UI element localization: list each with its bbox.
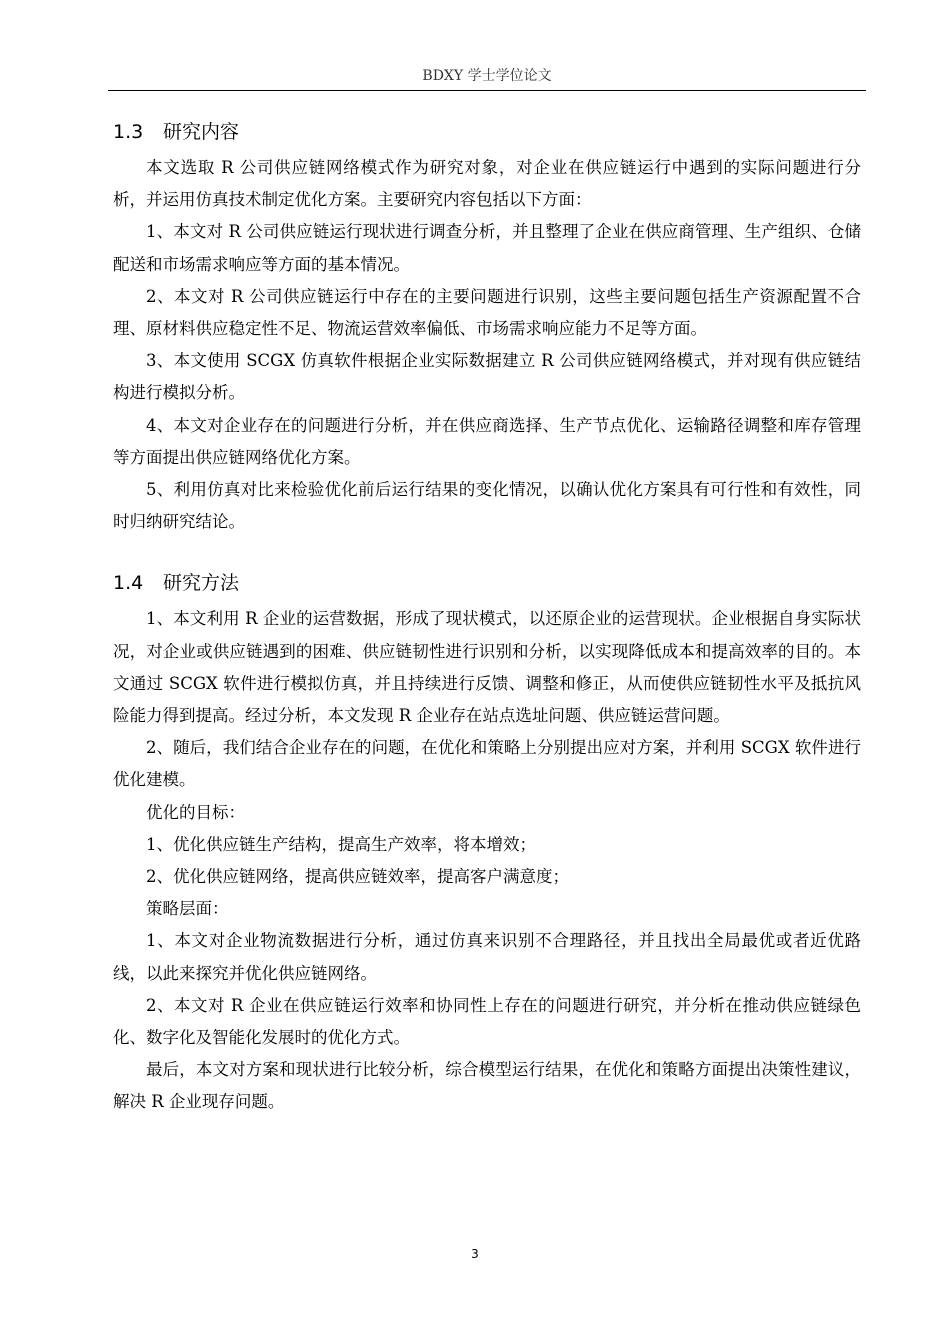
paragraph: 策略层面： xyxy=(146,899,229,919)
section-title: 研究内容 xyxy=(163,121,240,143)
paragraph: 1、本文对 R 公司供应链运行现状进行调查分析，并且整理了企业在供应商管理、生产组织、仓储配送和市场需求响应等方面的基本情况。 xyxy=(113,222,861,274)
paragraph: 1、本文利用 R 企业的运营数据，形成了现状模式，以还原企业的运营现状。企业根据自身实际状况，对企业或供应链遇到的困难、供应链韧性进行识别和分析，以实现降低成本和提高效率的目的。本文通过 SCGX 软件进行模拟仿真，并且持续进行反馈、调整和修正，从而使供应链韧性水平及抵抗风险能力得到提高。经过分析，本文发现 R 企业存在站点选址问题、供应链运营问题。 xyxy=(113,609,861,726)
section-heading-1-4 xyxy=(113,563,861,603)
paragraph: 2、优化供应链网络，提高供应链效率，提高客户满意度； xyxy=(146,867,569,887)
running-header xyxy=(108,62,866,91)
paragraph: 5、利用仿真对比来检验优化前后运行结果的变化情况，以确认优化方案具有可行性和有效性，同时归纳研究结论。 xyxy=(113,480,861,532)
section-number: 1.4 xyxy=(113,572,144,595)
paragraph: 2、本文对 R 企业在供应链运行效率和协同性上存在的问题进行研究，并分析在推动供应链绿色化、数字化及智能化发展时的优化方式。 xyxy=(113,995,861,1048)
paragraph: 3、本文使用 SCGX 仿真软件根据企业实际数据建立 R 公司供应链网络模式，并对现有供应链结构进行模拟分析。 xyxy=(113,351,861,403)
section-spacer xyxy=(113,538,861,563)
page-number: 3 xyxy=(471,1247,479,1261)
paragraph: 优化的目标： xyxy=(146,802,245,822)
paragraph: 2、随后，我们结合企业存在的问题，在优化和策略上分别提出应对方案，并利用 SCGX 软件进行优化建模。 xyxy=(113,738,861,790)
section-heading-1-3 xyxy=(113,112,861,152)
paragraph: 1、本文对企业物流数据进行分析，通过仿真来识别不合理路径，并且找出全局最优或者近优路线，以此来探究并优化供应链网络。 xyxy=(113,931,861,983)
paragraph: 2、本文对 R 公司供应链运行中存在的主要问题进行识别，这些主要问题包括生产资源配置不合理、原材料供应稳定性不足、物流运营效率偏低、市场需求响应能力不足等方面。 xyxy=(113,286,861,339)
paragraph: 最后，本文对方案和现状进行比较分析，综合模型运行结果，在优化和策略方面提出决策性建议，解决 R 企业现存问题。 xyxy=(113,1060,861,1112)
paragraph: 1、优化供应链生产结构，提高生产效率，将本增效； xyxy=(146,834,536,854)
paragraph: 4、本文对企业存在的问题进行分析，并在供应商选择、生产节点优化、运输路径调整和库存管理等方面提出供应链网络优化方案。 xyxy=(113,415,861,467)
paragraph: 本文选取 R 公司供应链网络模式作为研究对象，对企业在供应链运行中遇到的实际问题进行分析，并运用仿真技术制定优化方案。主要研究内容包括以下方面： xyxy=(113,158,861,210)
page-body xyxy=(113,112,861,1119)
section-number: 1.3 xyxy=(113,121,144,143)
header-title: BDXY 学士学位论文 xyxy=(422,68,552,84)
section-title: 研究方法 xyxy=(163,572,240,595)
